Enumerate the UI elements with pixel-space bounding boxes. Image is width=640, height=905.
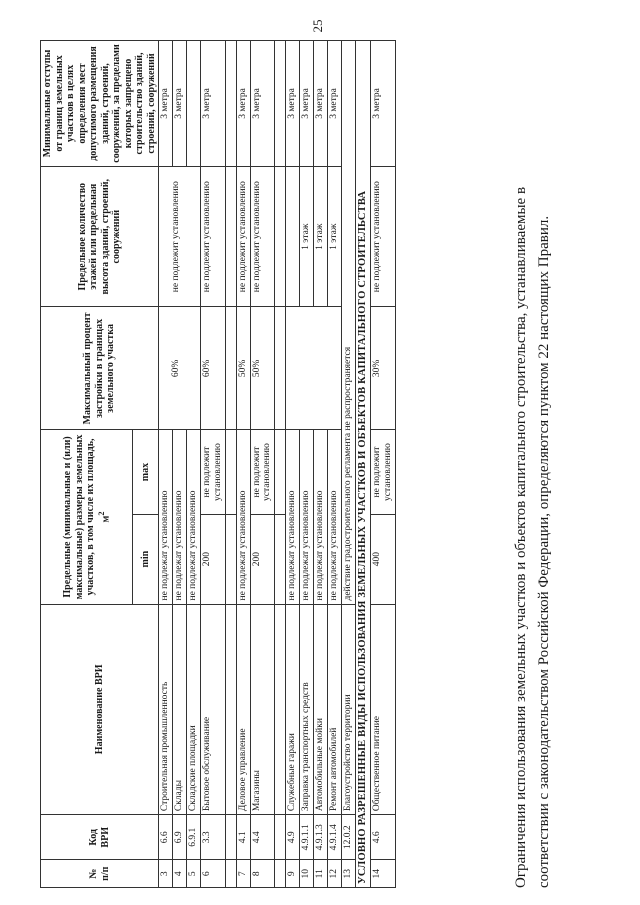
header-size-group-text: Предельные (минимальные и (или) максимальные) размеры земельных участков, в том числе их площадь, м: [62, 434, 111, 600]
footer-paragraph: [510, 40, 557, 888]
cell-code: 6.9: [172, 815, 186, 860]
cell-code: 4.9.1.4: [328, 815, 342, 860]
header-size-group: [41, 430, 133, 604]
table-row: [250, 41, 275, 888]
gap-cell: [275, 604, 286, 815]
cell-percent: 50%: [236, 307, 250, 430]
cell-num: 10: [300, 860, 314, 888]
cell-indent: 3 метра: [286, 41, 300, 167]
header-name: Наименование ВРИ: [41, 604, 159, 815]
cell-indent: 3 метра: [200, 41, 225, 167]
cell-indent: [186, 41, 200, 167]
table-row: [314, 41, 328, 888]
cell-code: 4.4: [250, 815, 275, 860]
cell-num: 5: [186, 860, 200, 888]
cell-floors: 1 этаж: [314, 166, 328, 307]
cell-code: 4.9: [286, 815, 300, 860]
cell-num: 7: [236, 860, 250, 888]
cell-indent: 3 метра: [159, 41, 173, 167]
cell-indent: 3 метра: [236, 41, 250, 167]
rotated-page-content: [40, 40, 595, 888]
cell-name: Автомобильные мойки: [314, 604, 328, 815]
cell-name: Заправка транспортных средств: [300, 604, 314, 815]
cell-size: не подлежат установлению: [314, 430, 328, 604]
gap-cell: [225, 41, 236, 167]
cell-size: не подлежат установлению: [328, 430, 342, 604]
gap-cell: [275, 514, 286, 604]
table-row: [236, 41, 250, 888]
cell-percent: 50%: [250, 307, 275, 430]
cell-percent-empty: [286, 307, 342, 430]
header-num: № п/п: [41, 860, 159, 888]
cell-num: 12: [328, 860, 342, 888]
table-header-row: [41, 41, 133, 888]
cell-code: 4.9.1.3: [314, 815, 328, 860]
table-row: [200, 41, 225, 888]
cell-name: Строительная промышленность: [159, 604, 173, 815]
cell-name: Общественное питание: [371, 604, 396, 815]
header-max: max: [133, 430, 159, 514]
gap-cell: [275, 166, 286, 307]
cell-size: не подлежат установлению: [236, 430, 250, 604]
cell-size: не подлежат установлению: [159, 430, 173, 604]
cell-indent: 3 метра: [328, 41, 342, 167]
gap-cell: [225, 514, 236, 604]
cell-num: 3: [159, 860, 173, 888]
cell-floors: не подлежит установлению: [250, 166, 275, 307]
table-row: [371, 41, 396, 888]
cell-max: не подлежит установлению: [371, 430, 396, 514]
cell-floors-text: не подлежит установлению: [171, 181, 181, 293]
gap-cell: [225, 430, 236, 514]
gap-cell: [225, 604, 236, 815]
cell-floors: 1 этаж: [328, 166, 342, 307]
gap-cell: [225, 815, 236, 860]
gap-cell: [275, 860, 286, 888]
footer-line-2: соответствии с законодательством Российской Федерации, определяются пунктом 22 настоящих Правил.: [536, 215, 553, 888]
cell-name: Бытовое обслуживание: [200, 604, 225, 815]
table-gap-row: [225, 41, 236, 888]
cell-floors: 1 этаж: [300, 166, 314, 307]
cell-indent: 3 метра: [250, 41, 275, 167]
cell-code: 6.6: [159, 815, 173, 860]
table-row: [342, 41, 356, 888]
cell-name: Магазины: [250, 604, 275, 815]
cell-percent-text: 60%: [171, 359, 181, 378]
table-row: [328, 41, 342, 888]
cell-floors: не подлежит установлению: [236, 166, 250, 307]
cell-code: 12.0.2: [342, 815, 356, 860]
cell-name: Склады: [172, 604, 186, 815]
table-gap-row: [275, 41, 286, 888]
header-indent: Минимальные отступы от границ земельных участков в целях определения мест допустимого размещения зданий, строений, сооружений, за пределами которых запрещено строительство зданий, строений, сооружений: [41, 41, 159, 167]
table-row: [300, 41, 314, 888]
gap-cell: [275, 41, 286, 167]
cell-indent: 3 метра: [300, 41, 314, 167]
cell-num: 13: [342, 860, 356, 888]
cell-size: не подлежат установлению: [286, 430, 300, 604]
cell-num: 11: [314, 860, 328, 888]
cell-name: Ремонт автомобилей: [328, 604, 342, 815]
cell-indent: 3 метра: [172, 41, 186, 167]
gap-cell: [275, 815, 286, 860]
cell-name: Служебные гаражи: [286, 604, 300, 815]
header-min: min: [133, 514, 159, 604]
cell-floors: не подлежит установлению: [371, 166, 396, 307]
cell-indent: 3 метра: [371, 41, 396, 167]
cell-min: 200: [200, 514, 225, 604]
header-code: Код ВРИ: [41, 815, 159, 860]
header-size-group-sup: 2: [96, 511, 106, 516]
cell-code: 3.3: [200, 815, 225, 860]
cell-code: 4.1: [236, 815, 250, 860]
header-percent: Максимальный процент застройки в границах земельного участка: [41, 307, 159, 430]
cell-size: не подлежат установлению: [186, 430, 200, 604]
cell-percent: 30%: [371, 307, 396, 430]
cell-name: Деловое управление: [236, 604, 250, 815]
cell-size: не подлежат установлению: [172, 430, 186, 604]
cell-max: не подлежит установлению: [250, 430, 275, 514]
cell-min: 200: [250, 514, 275, 604]
footer-line-1: Ограничения использования земельных участков и объектов капитального строительства, устанавливаемые в: [513, 186, 529, 888]
cell-num: 4: [172, 860, 186, 888]
cell-floors: [286, 166, 300, 307]
page-number: 25: [310, 19, 325, 33]
cell-num: 9: [286, 860, 300, 888]
cell-percent: 60%: [200, 307, 225, 430]
cell-num: 14: [371, 860, 396, 888]
cell-span-all: действие градостроительного регламента не распространяется: [342, 41, 356, 605]
cell-floors: [159, 166, 201, 307]
table-row: [286, 41, 300, 888]
cell-indent: 3 метра: [314, 41, 328, 167]
cell-max: не подлежит установлению: [200, 430, 225, 514]
cell-size: не подлежат установлению: [300, 430, 314, 604]
cell-code: 4.6: [371, 815, 396, 860]
cell-code: 4.9.1.1: [300, 815, 314, 860]
gap-cell: [225, 860, 236, 888]
gap-cell: [275, 430, 286, 514]
gap-cell: [225, 307, 236, 430]
cell-num: 8: [250, 860, 275, 888]
table-row: [159, 41, 173, 888]
cell-name: Складские площадки: [186, 604, 200, 815]
cell-num: 6: [200, 860, 225, 888]
regulations-table: [40, 40, 396, 888]
cell-code: 6.9.1: [186, 815, 200, 860]
section-title: УСЛОВНО РАЗРЕШЕННЫЕ ВИДЫ ИСПОЛЬЗОВАНИЯ ЗЕМЕЛЬНЫХ УЧАСТКОВ И ОБЪЕКТОВ КАПИТАЛЬНОГО СТРОИТЕЛЬСТВА: [355, 41, 370, 888]
cell-name: Благоустройство территории: [342, 604, 356, 815]
cell-min: 400: [371, 514, 396, 604]
gap-cell: [275, 307, 286, 430]
cell-percent: [159, 307, 201, 430]
gap-cell: [225, 166, 236, 307]
cell-floors: не подлежит установлению: [200, 166, 225, 307]
section-row: [355, 41, 370, 888]
header-floors: Предельное количество этажей или предельная высота зданий, строений, сооружений: [41, 166, 159, 307]
